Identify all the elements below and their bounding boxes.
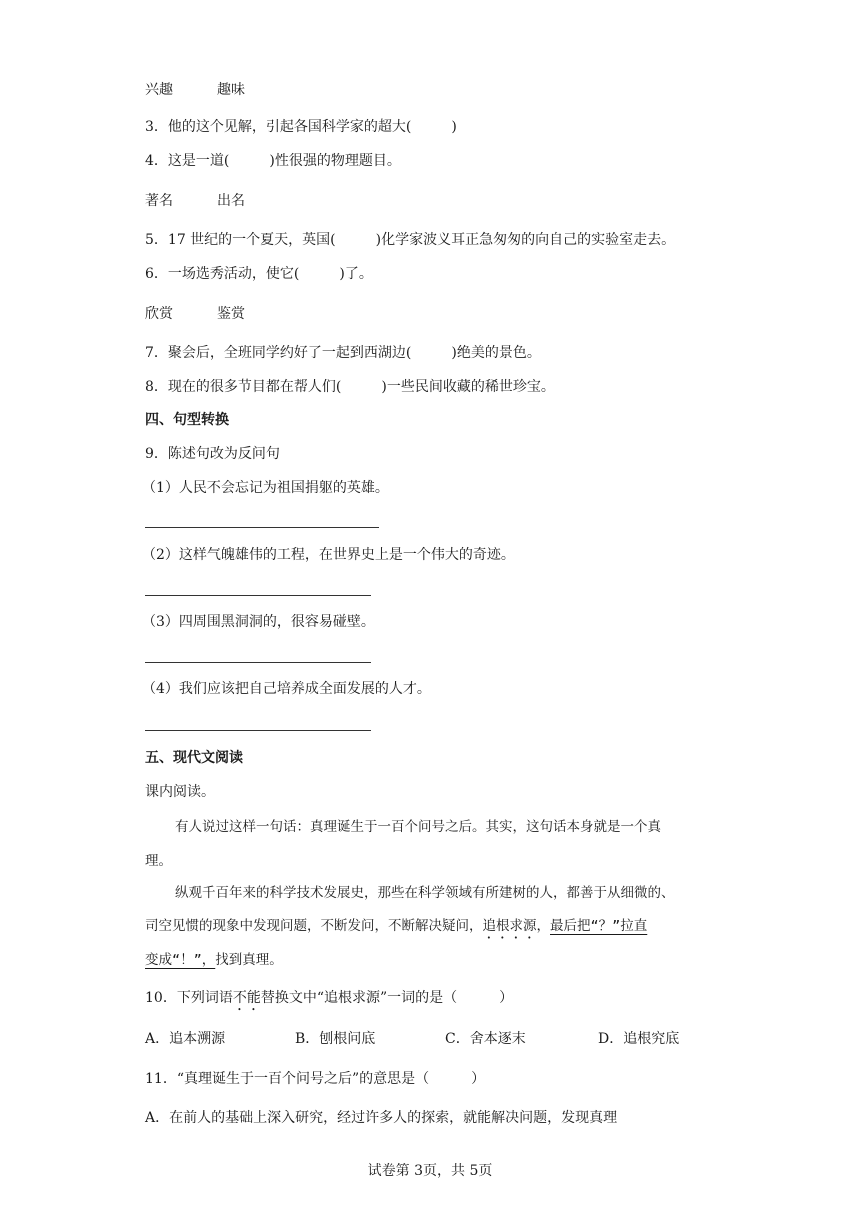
- question-5: 5．17 世纪的一个夏天，英国( )化学家波义耳正急匆匆的向自己的实验室走去。: [145, 232, 676, 248]
- question-3: 3．他的这个见解，引起各国科学家的超大( ): [145, 119, 457, 135]
- question-9-item-3: （3）四周围黑洞洞的，很容易碰壁。: [142, 614, 375, 630]
- question-9-item-1: （1）人民不会忘记为祖国捐躯的英雄。: [142, 480, 389, 496]
- word-option: 著名: [145, 193, 173, 209]
- emphasis-word: 不能: [232, 990, 261, 1006]
- word-option: 趣味: [217, 82, 245, 98]
- question-9: 9．陈述句改为反问句: [145, 446, 280, 462]
- passage-paragraph-1-line-1: 有人说过这样一句话：真理诞生于一百个问号之后。其实，这句话本身就是一个真: [175, 819, 661, 835]
- passage-paragraph-2-line-1: 纵观千百年来的科学技术发展史，那些在科学领域有所建树的人，都善于从细微的、: [175, 885, 675, 901]
- word-option: 兴趣: [145, 82, 173, 98]
- question-10: 10．下列词语不能替换文中“追根求源”一词的是（ ）: [145, 990, 514, 1006]
- answer-line[interactable]: [145, 595, 371, 596]
- word-option: 鉴赏: [217, 306, 245, 322]
- question-9-item-2: （2）这样气魄雄伟的工程，在世界史上是一个伟大的奇迹。: [142, 547, 515, 563]
- word-option: 出名: [217, 193, 245, 209]
- question-10-options: [145, 1029, 679, 1049]
- option-c[interactable]: C．舍本逐末: [445, 1031, 526, 1047]
- word-pair-1: [145, 80, 245, 100]
- reading-intro: 课内阅读。: [145, 784, 215, 800]
- question-11-option-a[interactable]: A．在前人的基础上深入研究，经过许多人的探索，就能解决问题，发现真理: [145, 1110, 618, 1126]
- answer-line[interactable]: [145, 730, 371, 731]
- section-heading-4: 四、句型转换: [145, 412, 229, 428]
- passage-paragraph-2-line-2: 司空见惯的现象中发现问题，不断发问，不断解决疑问，追根求源，最后把“？”拉直: [145, 918, 648, 934]
- page-footer: 试卷第 3页，共 5页: [367, 1163, 493, 1179]
- question-9-item-4: （4）我们应该把自己培养成全面发展的人才。: [142, 681, 431, 697]
- question-6: 6．一场选秀活动，使它( )了。: [145, 266, 373, 282]
- answer-line[interactable]: [145, 662, 371, 663]
- question-7: 7．聚会后，全班同学约好了一起到西湖边( )绝美的景色。: [145, 345, 541, 361]
- word-pair-2: [145, 191, 245, 211]
- word-pair-3: [145, 304, 245, 324]
- section-heading-5: 五、现代文阅读: [145, 750, 243, 766]
- word-option: 欣赏: [145, 306, 173, 322]
- passage-paragraph-2-line-3: 变成“！”，找到真理。: [145, 952, 283, 968]
- underlined-sentence: 变成“！”，: [145, 952, 216, 968]
- underlined-sentence: 最后把“？”拉直: [550, 918, 648, 934]
- option-d[interactable]: D．追根究底: [598, 1031, 680, 1047]
- dotted-phrase: 追根求源: [482, 918, 537, 934]
- question-8: 8．现在的很多节目都在帮人们( )一些民间收藏的稀世珍宝。: [145, 379, 555, 395]
- passage-paragraph-1-line-2: 理。: [145, 853, 172, 869]
- question-4: 4．这是一道( )性很强的物理题目。: [145, 153, 401, 169]
- question-11: 11．“真理诞生于一百个问号之后”的意思是（ ）: [145, 1071, 486, 1087]
- option-b[interactable]: B．刨根问底: [295, 1031, 376, 1047]
- option-a[interactable]: A．追本溯源: [145, 1031, 226, 1047]
- answer-line[interactable]: [145, 527, 379, 528]
